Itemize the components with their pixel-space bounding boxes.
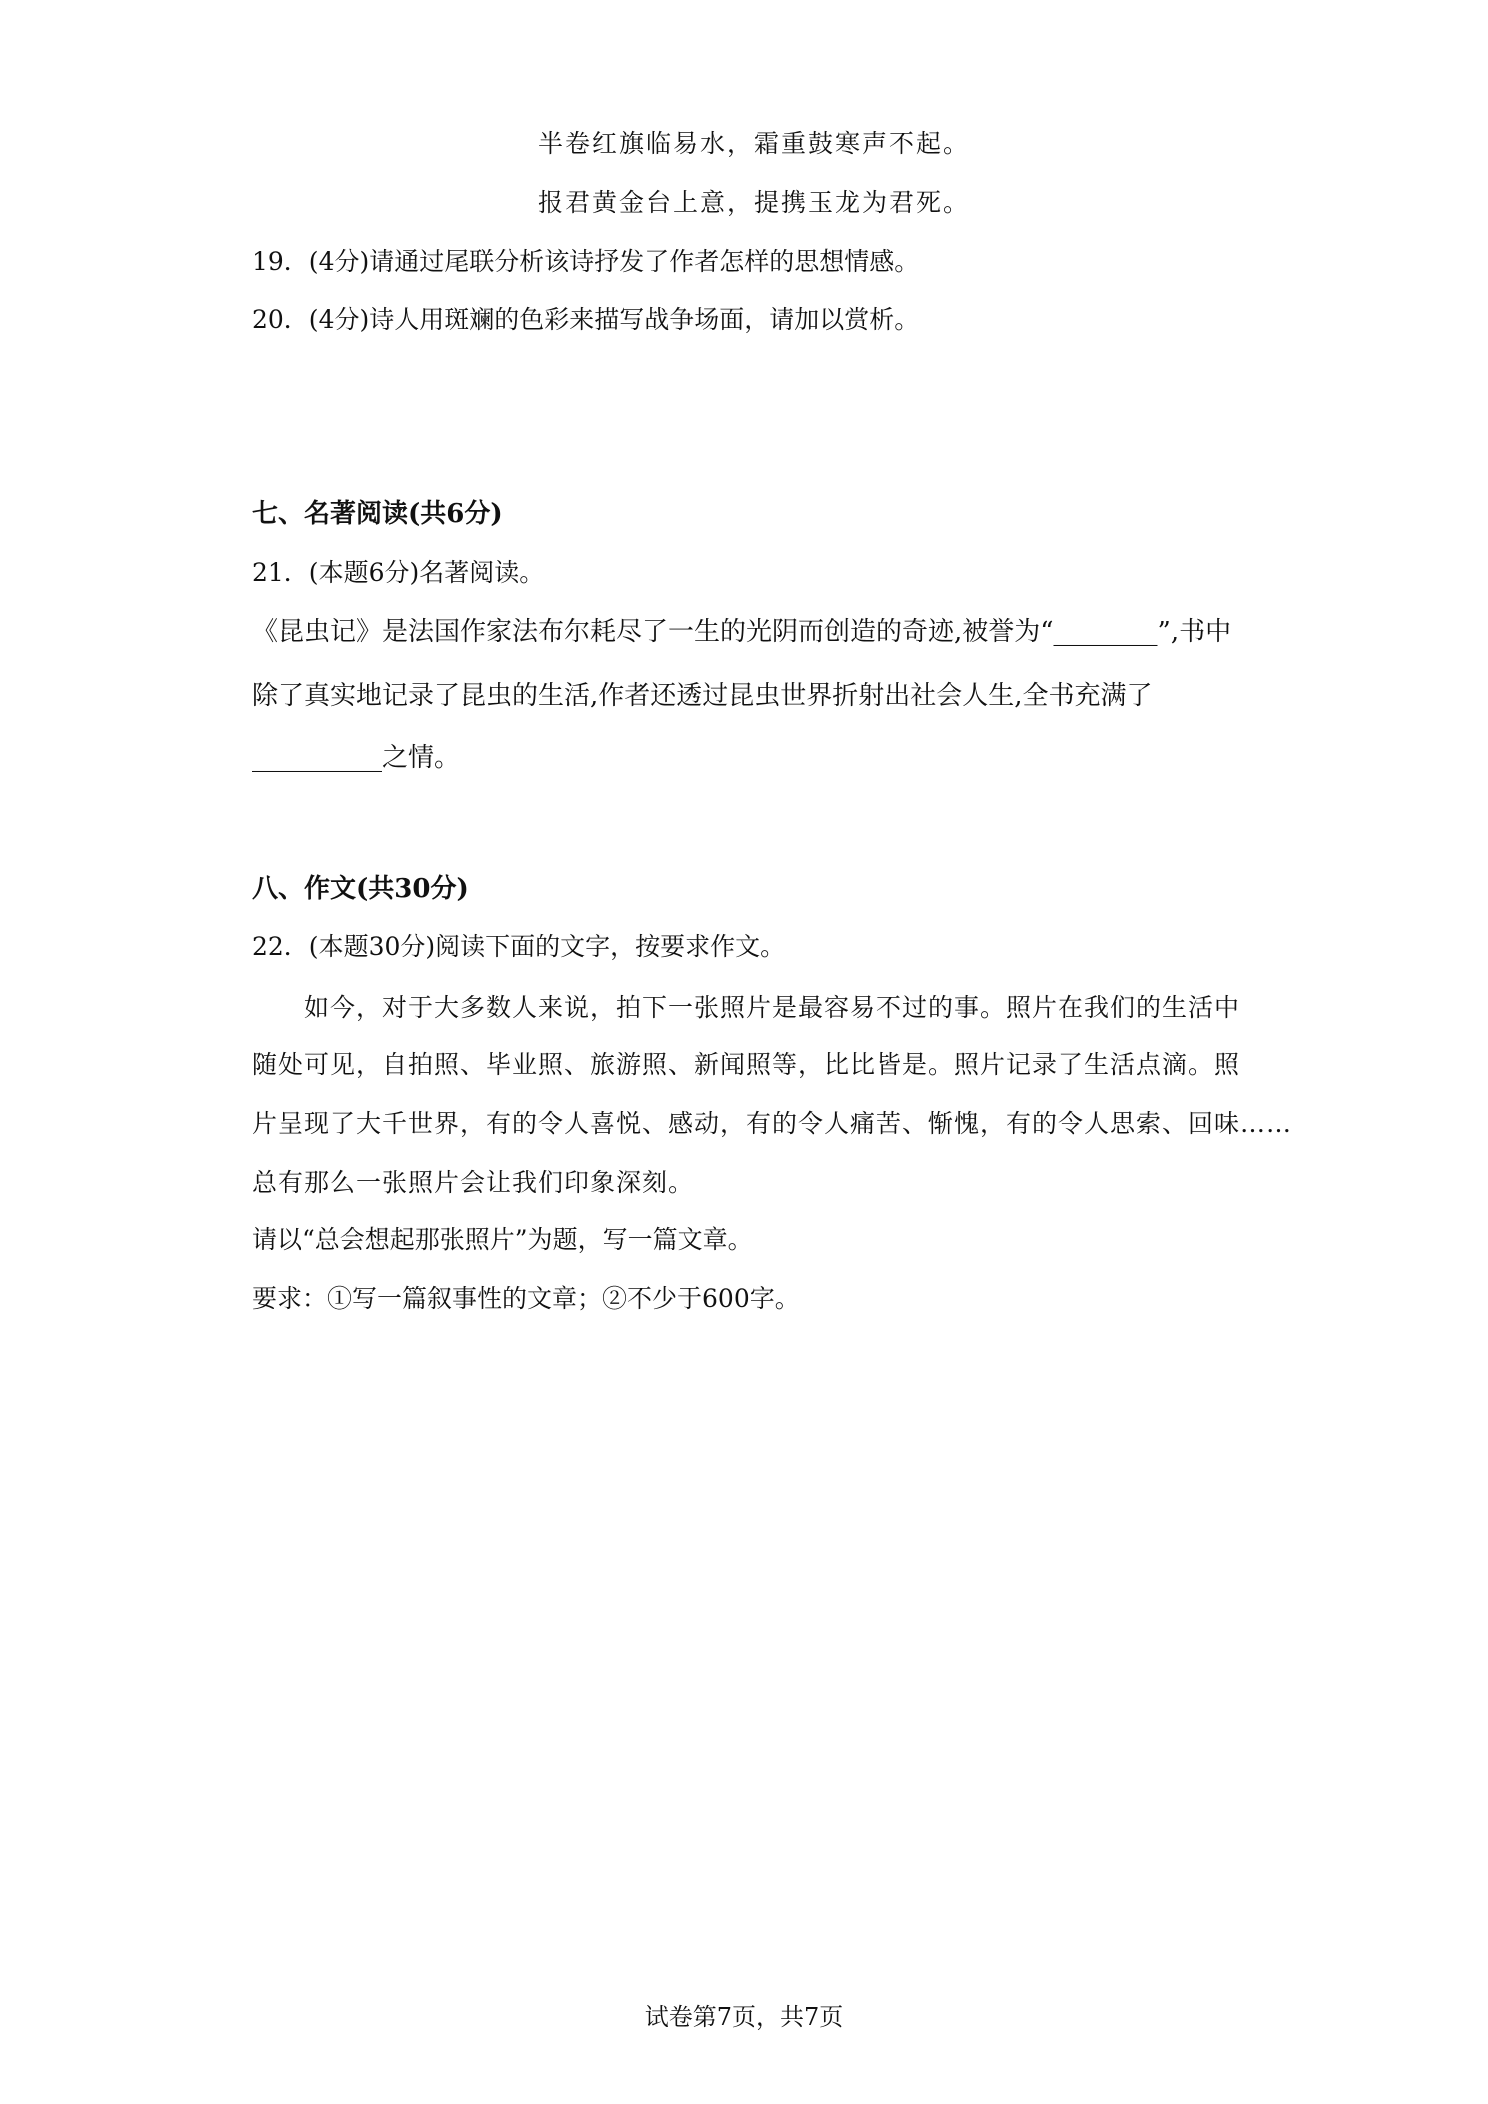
question-21-text-line-2: 除了真实地记录了昆虫的生活,作者还透过昆虫世界折射出社会人生,全书充满了	[252, 681, 1153, 711]
question-21: 21．(本题6分)名著阅读。	[252, 558, 545, 587]
passage-line-1: 如今，对于大多数人来说，拍下一张照片是最容易不过的事。照片在我们的生活中	[304, 993, 1241, 1022]
passage-line-3: 片呈现了大千世界，有的令人喜悦、感动，有的令人痛苦、惭愧，有的令人思索、回味……	[252, 1109, 1293, 1138]
poem-line-2: 报君黄金台上意，提携玉龙为君死。	[538, 188, 971, 217]
section-8-heading: 八、作文(共30分)	[252, 874, 469, 904]
question-22: 22．(本题30分)阅读下面的文字，按要求作文。	[252, 932, 786, 961]
essay-requirements: 要求：①写一篇叙事性的文章；②不少于600字。	[252, 1284, 800, 1313]
essay-prompt: 请以“总会想起那张照片”为题，写一篇文章。	[252, 1225, 753, 1254]
passage-line-2: 随处可见，自拍照、毕业照、旅游照、新闻照等，比比皆是。照片记录了生活点滴。照	[252, 1050, 1241, 1079]
passage-line-4: 总有那么一张照片会让我们印象深刻。	[252, 1168, 695, 1197]
question-20: 20．(4分)诗人用斑斓的色彩来描写战争场面，请加以赏析。	[252, 305, 920, 334]
section-7-heading: 七、名著阅读(共6分)	[252, 499, 503, 529]
question-21-text-line-1: 《昆虫记》是法国作家法布尔耗尽了一生的光阴而创造的奇迹,被誉为“________”,书中	[252, 617, 1232, 647]
question-19: 19．(4分)请通过尾联分析该诗抒发了作者怎样的思想情感。	[252, 247, 920, 276]
poem-line-1: 半卷红旗临易水，霜重鼓寒声不起。	[538, 129, 971, 158]
page-footer: 试卷第7页，共7页	[644, 2003, 844, 2031]
question-21-text-line-3: __________之情。	[252, 743, 461, 773]
